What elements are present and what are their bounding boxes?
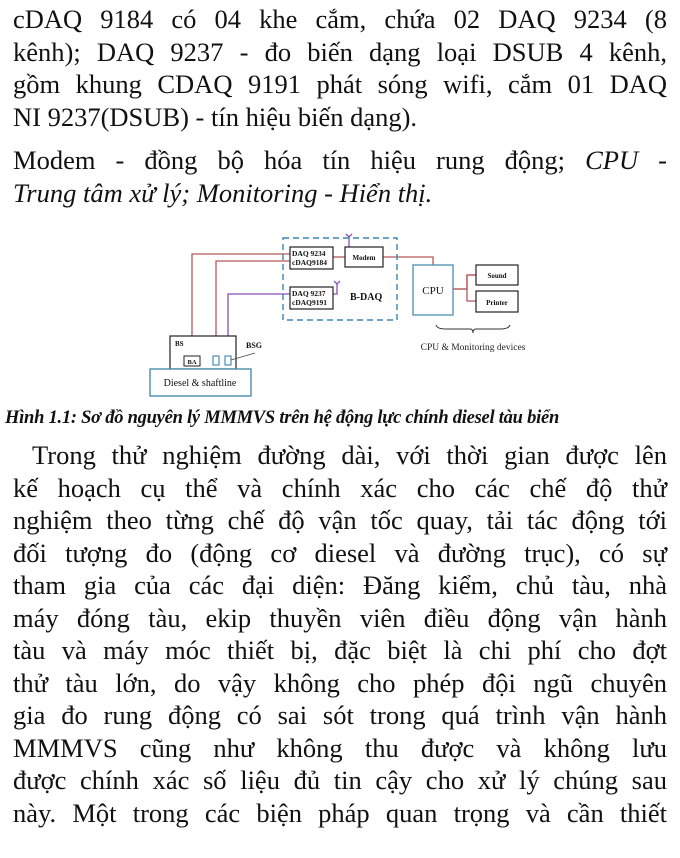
text-line: gồm khung CDAQ 9191 phát sóng wifi, cắm 01 DAQ: [13, 69, 667, 99]
signal-line-cpu-devices: [453, 275, 476, 289]
text-line: cDAQ 9184 có 04 khe cắm, chứa 02 DAQ 9234 (8: [13, 4, 667, 34]
text-line: [13, 144, 667, 177]
text-line: nghiệm theo từng chế độ vận tốc quay, tải tác động tới: [13, 505, 667, 535]
antenna-icon-modem: [346, 234, 352, 247]
bdaq-label: B-DAQ: [350, 292, 383, 303]
text-line: đối tượng đo (động cơ diesel và đường trục), có sự: [13, 537, 667, 568]
daq9234-label: DAQ 9234: [292, 249, 326, 258]
sensor-1: [213, 356, 219, 365]
printer-label: Printer: [486, 299, 508, 307]
text-line: tham gia của các đại diện: Đăng kiểm, chủ tàu, nhà: [13, 570, 667, 600]
text-line: Trung tâm xử lý; Monitoring - Hiển thị.: [13, 177, 433, 208]
modem-label: Modem: [352, 254, 376, 262]
daq9237-label: DAQ 9237: [292, 289, 326, 298]
cpu-label: CPU: [422, 285, 444, 297]
text-line: NI 9237(DSUB) - tín hiệu biến dạng).: [13, 101, 418, 132]
signal-line-modem-cpu: [383, 257, 433, 265]
bs-label: BS: [175, 340, 184, 348]
paragraph-modem-cpu: [13, 144, 667, 209]
sensor-2: [225, 356, 231, 365]
text-line: tàu và máy móc thiết bị, đặc biệt là chi phí cho đợt: [13, 635, 667, 665]
text-normal: Modem - đồng bộ hóa tín hiệu rung động;: [13, 145, 586, 175]
figure-caption: Hình 1.1: Sơ đồ nguyên lý MMMVS trên hệ động lực chính diesel tàu biển: [5, 408, 559, 428]
text-line: thử tàu lớn, do vậy không cho phép đội ngũ chuyên: [13, 667, 667, 698]
ba-label: BA: [187, 359, 197, 366]
cdaq9191-label: cDAQ9191: [292, 298, 327, 307]
text-line: này. Một trong các biện pháp quan trọng và cần thiết: [13, 797, 667, 828]
cpu-group-label: CPU & Monitoring devices: [420, 343, 526, 353]
text-line: gia đo rung động có sai sót trong quá trình vận hành: [13, 700, 667, 730]
text-line: Trong thử nghiệm đường dài, với thời gian được lên: [32, 440, 667, 470]
mmmvs-schematic-diagram: [0, 225, 680, 405]
sound-label: Sound: [487, 272, 507, 280]
diesel-label: Diesel & shaftline: [163, 378, 237, 389]
brace-icon: [436, 325, 510, 333]
text-line: được chính xác số liệu đủ tin cậy cho xử lý chúng sau: [13, 765, 667, 795]
bsg-label: BSG: [246, 341, 263, 350]
text-line: MMMVS cũng như không thu được và không lưu: [13, 732, 667, 763]
signal-line-cpu-printer: [467, 289, 476, 301]
text-line: kế hoạch cụ thể và chính xác cho các chế độ thử: [13, 472, 667, 503]
text-line: kênh); DAQ 9237 - đo biến dạng loại DSUB 4 kênh,: [13, 36, 667, 67]
text-line: máy đóng tàu, ekip thuyền viên điều động vận hành: [13, 602, 667, 633]
paragraph-daq-description: [13, 3, 667, 133]
paragraph-long-trial: [13, 439, 667, 829]
cdaq9184-label: cDAQ9184: [292, 258, 327, 267]
antenna-icon-daq2: [333, 281, 340, 294]
signal-line-cpu-sound: [453, 275, 476, 289]
text-italic: CPU -: [585, 145, 667, 175]
